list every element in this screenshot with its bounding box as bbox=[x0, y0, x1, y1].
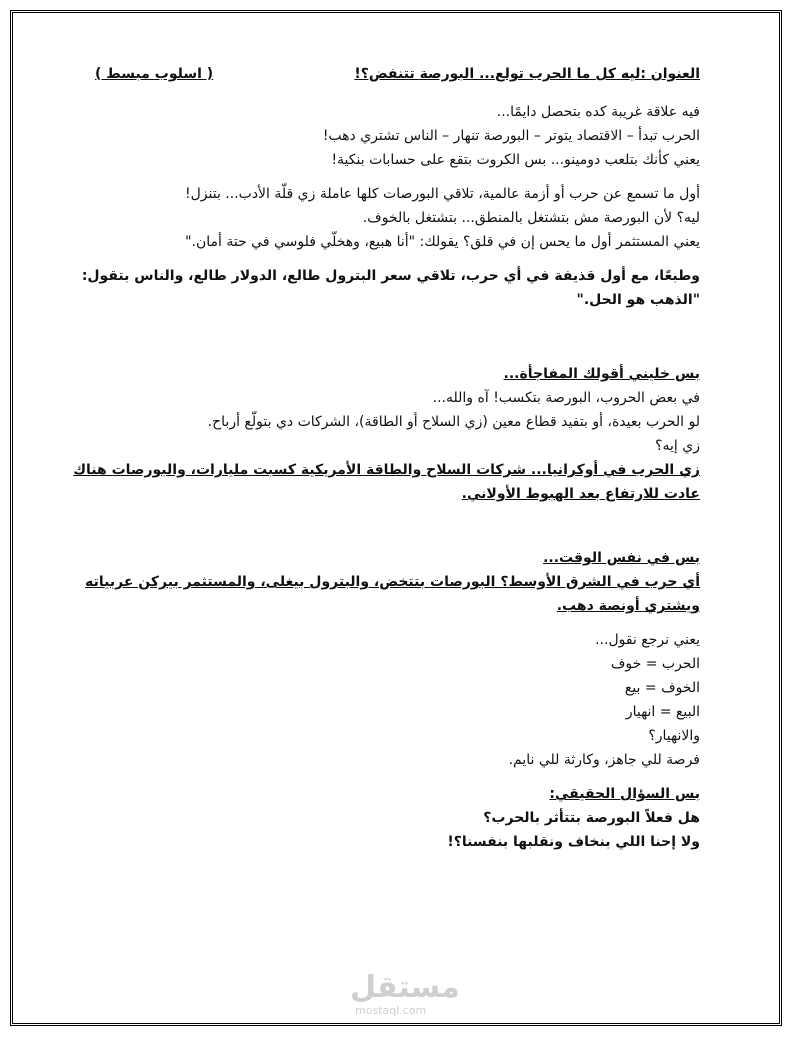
section-heading: بس خليني أقولك المفاجأة... bbox=[503, 366, 700, 382]
watermark-site: mostaql.com bbox=[355, 1004, 427, 1017]
paragraph-line: يعني كأنك بتلعب دومينو... بس الكروت بتقع على حسابات بنكية! bbox=[331, 152, 700, 168]
bold-paragraph-line: وطبعًا، مع أول قذيفة في أي حرب، تلاقي سعر البترول طالع، الدولار طالع، والناس بتقول: bbox=[81, 268, 700, 284]
paragraph-line: زي إيه؟ bbox=[655, 438, 700, 454]
paragraph-line: الحرب تبدأ – الاقتصاد يتوتر – البورصة تنهار – الناس تشتري دهب! bbox=[322, 128, 700, 144]
paragraph-line: في بعض الحروب، البورصة بتكسب! آه والله... bbox=[432, 390, 700, 406]
paragraph-line: أول ما تسمع عن حرب أو أزمة عالمية، تلاقي البورصات كلها عاملة زي قلّة الأدب... بتنزل! bbox=[184, 186, 700, 202]
question-line: هل فعلاً البورصة بتتأثر بالحرب؟ bbox=[483, 810, 700, 826]
list-line: فرصة للي جاهز، وكارثة للي نايم. bbox=[508, 752, 700, 768]
bold-underlined-line: أي حرب في الشرق الأوسط؟ البورصات بتتخض، والبترول بيغلى، والمستثمر بيركن عربياته bbox=[85, 574, 700, 590]
paragraph-line: لو الحرب بعيدة، أو بتفيد قطاع معين (زي السلاح أو الطاقة)، الشركات دي بتولّع أرباح. bbox=[207, 414, 700, 430]
bold-underlined-line: عادت للارتفاع بعد الهبوط الأولاني. bbox=[461, 486, 700, 502]
document-title: العنوان :ليه كل ما الحرب تولع... البورصة تتنفض؟! bbox=[354, 66, 700, 82]
section-heading: بس السؤال الحقيقي: bbox=[549, 786, 700, 802]
paragraph-line: ليه؟ لأن البورصة مش بتشتغل بالمنطق... بتشتغل بالخوف. bbox=[362, 210, 700, 226]
list-line: البيع = انهيار bbox=[625, 704, 700, 720]
section-heading: بس في نفس الوقت... bbox=[543, 550, 700, 566]
bold-paragraph-line: "الذهب هو الحل." bbox=[576, 292, 700, 308]
paragraph-line: يعني المستثمر أول ما يحس إن في قلق؟ يقولك: "أنا هبيع، وهخلّي فلوسي في حتة أمان." bbox=[185, 234, 700, 250]
paragraph-line: فيه علاقة غريبة كده بتحصل دايمًا... bbox=[496, 104, 700, 120]
style-note: ( اسلوب مبسط ) bbox=[95, 66, 214, 82]
watermark-logo-text: مستقل bbox=[350, 970, 460, 1005]
title-row bbox=[95, 66, 700, 92]
watermark-logo bbox=[345, 970, 460, 1020]
question-line: ولا إحنا اللي بنخاف ونقلبها بنفسنا؟! bbox=[447, 834, 700, 850]
list-line: الخوف = بيع bbox=[624, 680, 700, 696]
list-line: والانهيار؟ bbox=[648, 728, 700, 744]
document-body bbox=[73, 66, 700, 854]
list-line: الحرب = خوف bbox=[610, 656, 700, 672]
list-line: يعني نرجع نقول... bbox=[595, 632, 700, 648]
bold-underlined-line: زي الحرب في أوكرانيا... شركات السلاح والطاقة الأمريكية كسبت مليارات، والبورصات هناك bbox=[73, 462, 700, 478]
bold-underlined-line: ويشتري أونصة دهب. bbox=[556, 598, 700, 614]
